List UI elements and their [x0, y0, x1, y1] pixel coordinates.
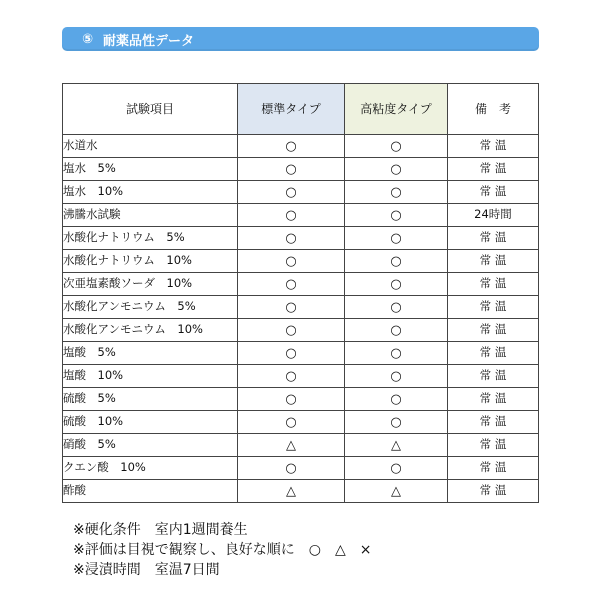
remarks-cell: 常 温	[448, 388, 539, 411]
remarks-cell: 常 温	[448, 273, 539, 296]
test-item-cell: 沸騰水試験	[63, 204, 238, 227]
section-number: ⑤	[82, 31, 94, 47]
standard-result-cell: ○	[238, 273, 345, 296]
standard-result-cell: ○	[238, 342, 345, 365]
high-viscosity-result-cell: ○	[345, 135, 448, 158]
high-viscosity-result-cell: △	[345, 434, 448, 457]
header-remarks: 備 考	[448, 84, 539, 135]
table-header-row	[63, 84, 539, 135]
high-viscosity-result-cell: ○	[345, 342, 448, 365]
test-item-cell: 塩水 10%	[63, 181, 238, 204]
standard-result-cell: ○	[238, 250, 345, 273]
table-row	[63, 227, 539, 250]
notes	[73, 520, 371, 580]
high-viscosity-result-cell: ○	[345, 204, 448, 227]
table-row	[63, 434, 539, 457]
remarks-cell: 常 温	[448, 296, 539, 319]
standard-result-cell: △	[238, 434, 345, 457]
table-row	[63, 204, 539, 227]
high-viscosity-result-cell: ○	[345, 227, 448, 250]
chemical-resistance-table	[62, 83, 539, 503]
test-item-cell: 水酸化ナトリウム 10%	[63, 250, 238, 273]
table-row	[63, 342, 539, 365]
table-row	[63, 411, 539, 434]
header-standard-type: 標準タイプ	[238, 84, 345, 135]
high-viscosity-result-cell: ○	[345, 319, 448, 342]
standard-result-cell: ○	[238, 227, 345, 250]
test-item-cell: 水酸化アンモニウム 10%	[63, 319, 238, 342]
remarks-cell: 24時間	[448, 204, 539, 227]
table-row	[63, 480, 539, 503]
high-viscosity-result-cell: ○	[345, 411, 448, 434]
remarks-cell: 常 温	[448, 365, 539, 388]
standard-result-cell: ○	[238, 135, 345, 158]
test-item-cell: 塩水 5%	[63, 158, 238, 181]
test-item-cell: 酢酸	[63, 480, 238, 503]
table-row	[63, 250, 539, 273]
standard-result-cell: ○	[238, 181, 345, 204]
remarks-cell: 常 温	[448, 457, 539, 480]
standard-result-cell: ○	[238, 365, 345, 388]
table-row	[63, 457, 539, 480]
standard-result-cell: ○	[238, 388, 345, 411]
header-high-viscosity-type: 高粘度タイプ	[345, 84, 448, 135]
high-viscosity-result-cell: ○	[345, 296, 448, 319]
test-item-cell: 次亜塩素酸ソーダ 10%	[63, 273, 238, 296]
remarks-cell: 常 温	[448, 227, 539, 250]
note-curing-condition: ※硬化条件 室内1週間養生	[73, 522, 248, 538]
standard-result-cell: ○	[238, 457, 345, 480]
high-viscosity-result-cell: ○	[345, 181, 448, 204]
high-viscosity-result-cell: ○	[345, 365, 448, 388]
standard-result-cell: ○	[238, 204, 345, 227]
remarks-cell: 常 温	[448, 181, 539, 204]
standard-result-cell: ○	[238, 319, 345, 342]
remarks-cell: 常 温	[448, 158, 539, 181]
section-title-bar	[62, 27, 539, 51]
test-item-cell: クエン酸 10%	[63, 457, 238, 480]
high-viscosity-result-cell: △	[345, 480, 448, 503]
high-viscosity-result-cell: ○	[345, 388, 448, 411]
table-row	[63, 273, 539, 296]
high-viscosity-result-cell: ○	[345, 273, 448, 296]
test-item-cell: 硫酸 10%	[63, 411, 238, 434]
remarks-cell: 常 温	[448, 319, 539, 342]
test-item-cell: 水酸化ナトリウム 5%	[63, 227, 238, 250]
remarks-cell: 常 温	[448, 250, 539, 273]
table-row	[63, 296, 539, 319]
standard-result-cell: △	[238, 480, 345, 503]
standard-result-cell: ○	[238, 296, 345, 319]
test-item-cell: 水酸化アンモニウム 5%	[63, 296, 238, 319]
table-row	[63, 365, 539, 388]
remarks-cell: 常 温	[448, 434, 539, 457]
remarks-cell: 常 温	[448, 411, 539, 434]
standard-result-cell: ○	[238, 158, 345, 181]
test-item-cell: 硝酸 5%	[63, 434, 238, 457]
section-title: 耐薬品性データ	[103, 33, 195, 49]
table-row	[63, 319, 539, 342]
table-row	[63, 135, 539, 158]
table-row	[63, 158, 539, 181]
remarks-cell: 常 温	[448, 135, 539, 158]
high-viscosity-result-cell: ○	[345, 158, 448, 181]
table-row	[63, 181, 539, 204]
table-row	[63, 388, 539, 411]
remarks-cell: 常 温	[448, 342, 539, 365]
test-item-cell: 硫酸 5%	[63, 388, 238, 411]
test-item-cell: 塩酸 10%	[63, 365, 238, 388]
note-immersion-time: ※浸漬時間 室温7日間	[73, 562, 220, 578]
test-item-cell: 水道水	[63, 135, 238, 158]
high-viscosity-result-cell: ○	[345, 250, 448, 273]
standard-result-cell: ○	[238, 411, 345, 434]
note-evaluation-method: ※評価は目視で観察し、良好な順に ○ △ ×	[73, 542, 372, 558]
remarks-cell: 常 温	[448, 480, 539, 503]
test-item-cell: 塩酸 5%	[63, 342, 238, 365]
high-viscosity-result-cell: ○	[345, 457, 448, 480]
header-test-item: 試験項目	[63, 84, 238, 135]
